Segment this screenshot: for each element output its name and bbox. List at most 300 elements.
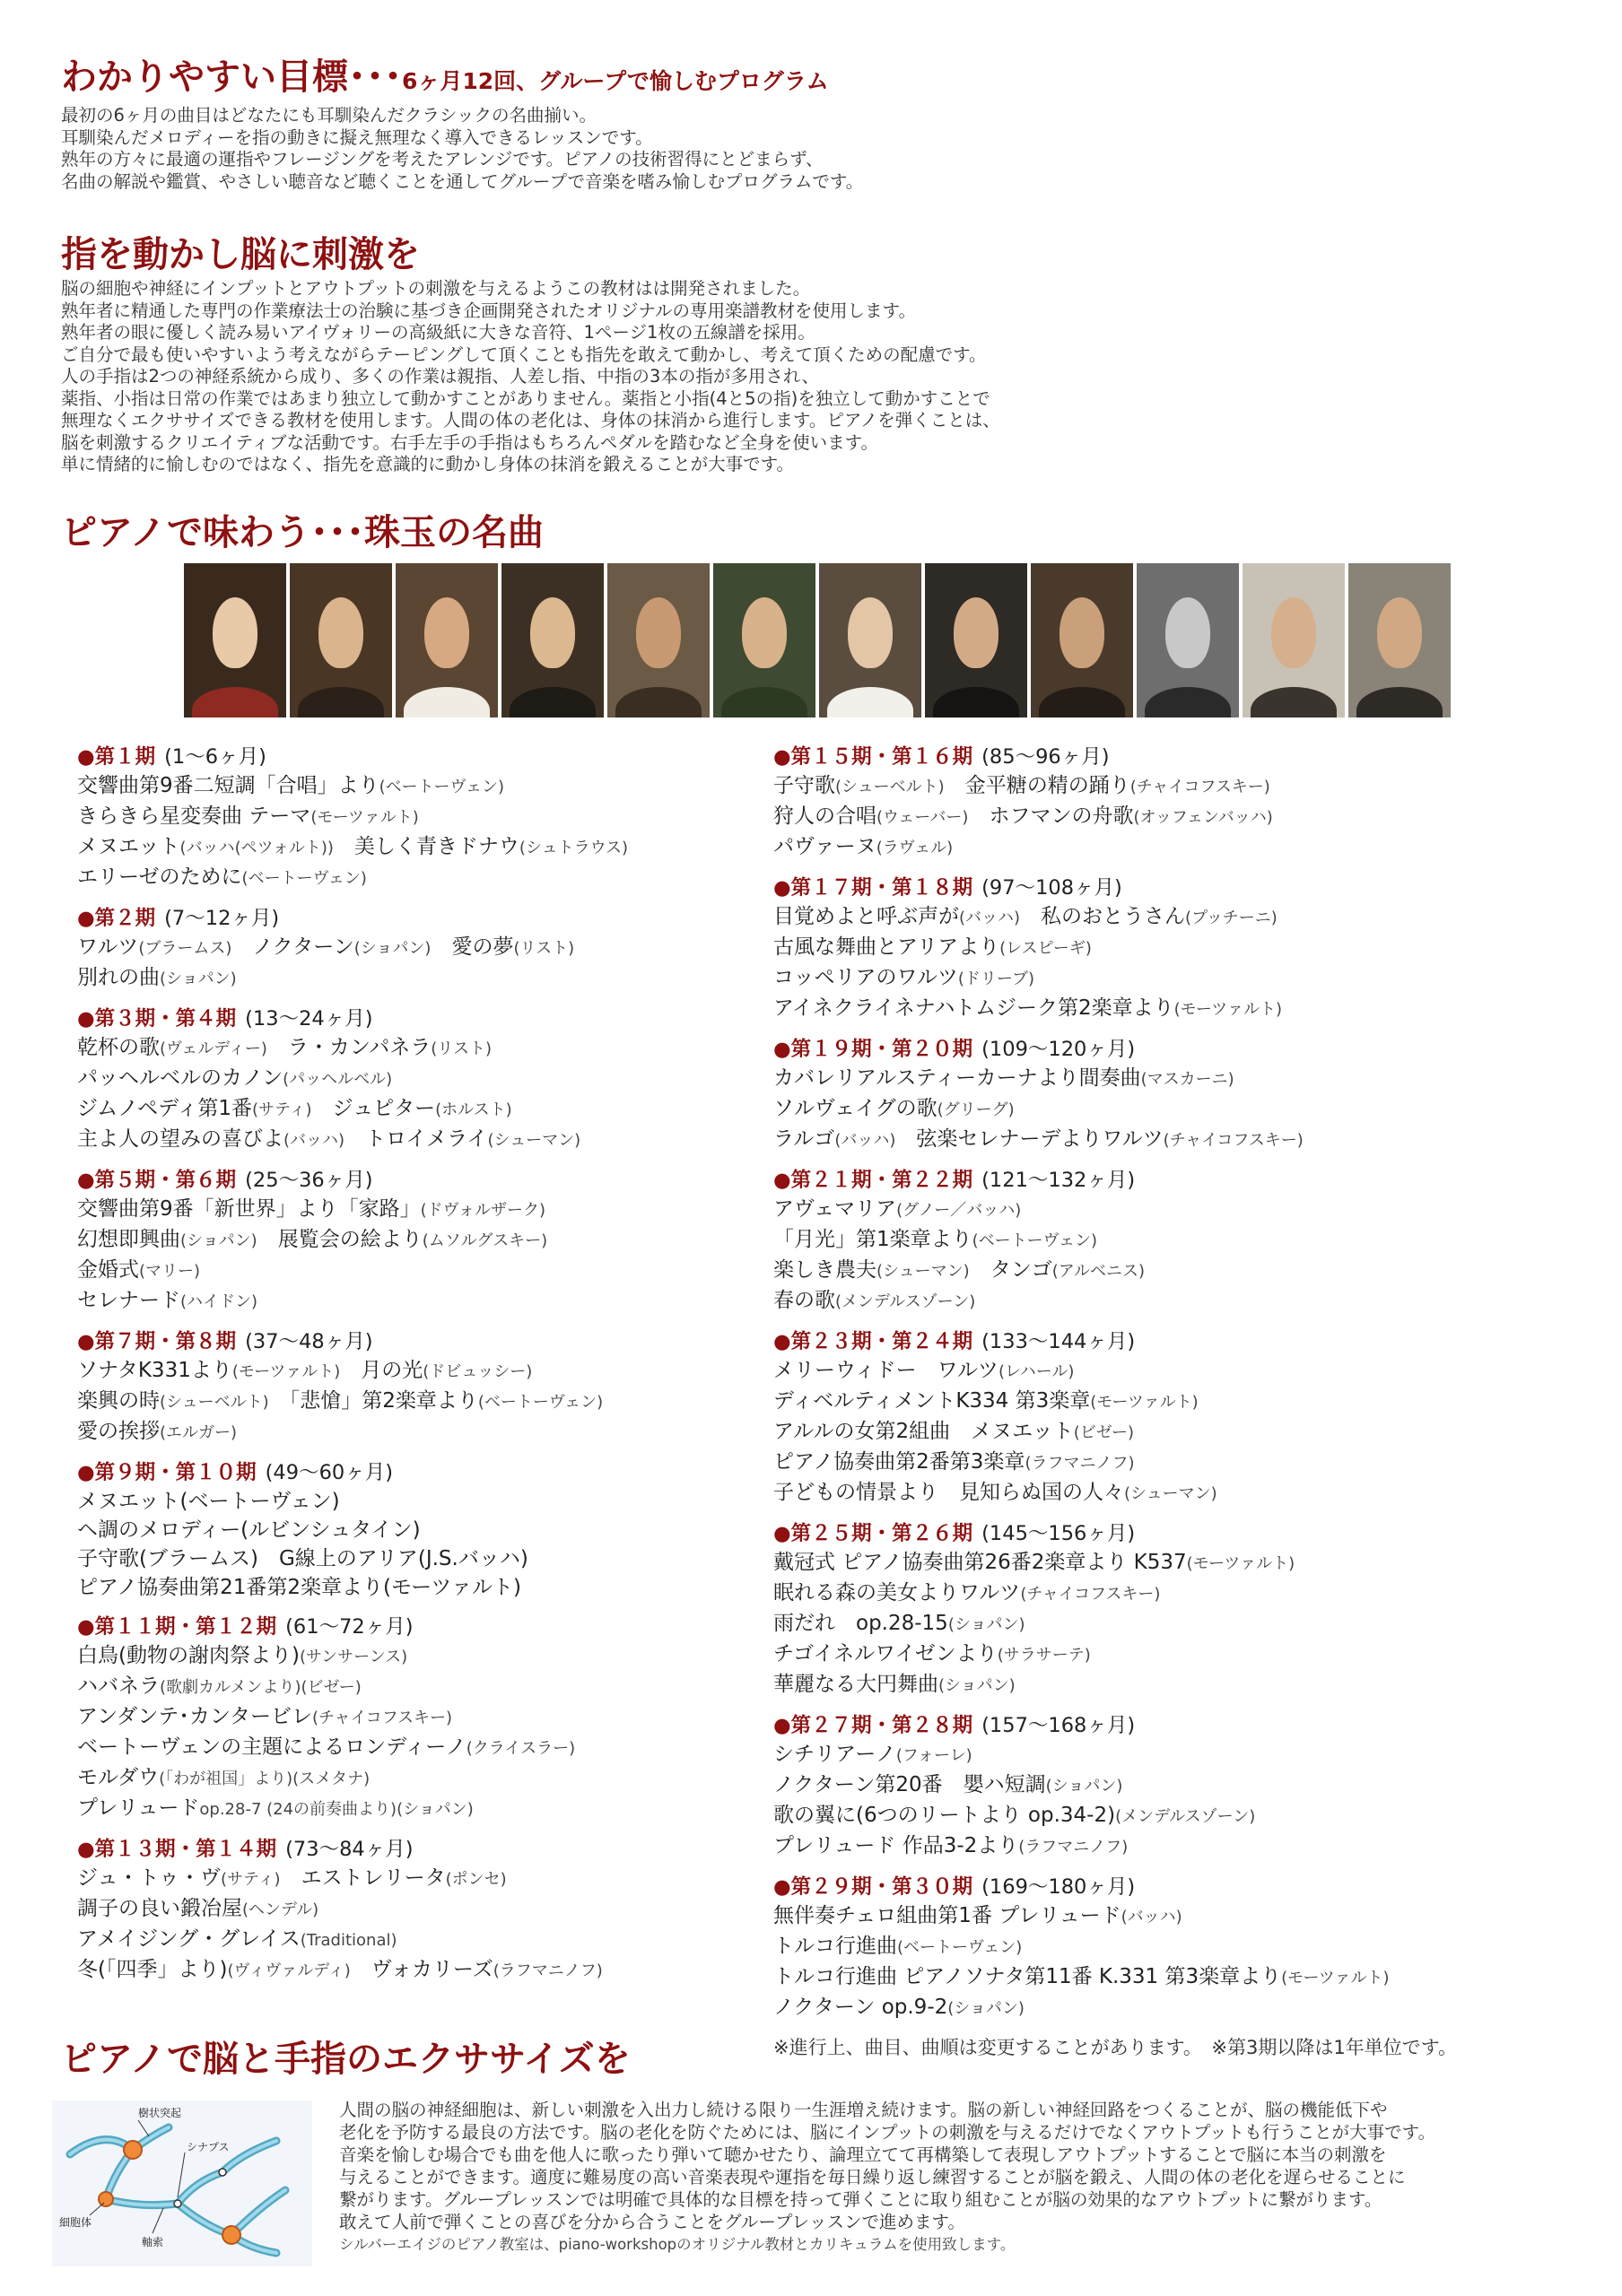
period-group bbox=[773, 1711, 1527, 1862]
period-range: (133～144ヶ月) bbox=[981, 1330, 1136, 1353]
period-bullet: ● bbox=[77, 907, 95, 930]
piece-item bbox=[77, 771, 831, 802]
composer-portrait bbox=[607, 563, 710, 718]
period-heading bbox=[773, 874, 1527, 902]
portrait-shoulders bbox=[1145, 687, 1231, 718]
piece-title: 私のおとうさん bbox=[1041, 905, 1186, 928]
piece-title: きらきら星変奏曲 テーマ bbox=[77, 804, 311, 828]
piece-composer: (チャイコフスキー) bbox=[1020, 1585, 1161, 1604]
piece-composer: (チャイコフスキー) bbox=[1163, 1131, 1304, 1150]
piece-composer: (ベートーヴェン) bbox=[477, 1393, 604, 1412]
piece-item bbox=[77, 1794, 831, 1824]
piece-item bbox=[773, 1125, 1527, 1155]
composer-portrait bbox=[1031, 563, 1133, 718]
piece-composer: (ドヴォルザーク) bbox=[420, 1201, 545, 1220]
piece-title: 子どもの情景より 見知らぬ国の人々 bbox=[773, 1481, 1124, 1504]
period-group bbox=[773, 743, 1527, 863]
period-group bbox=[77, 1835, 831, 1986]
label-dendrite: 樹状突起 bbox=[138, 2107, 182, 2119]
piece-composer: (サンサーンス) bbox=[299, 1648, 408, 1666]
portrait-shoulders bbox=[404, 687, 490, 718]
period-range: (85～96ヶ月) bbox=[981, 745, 1110, 769]
piece-composer: (ヴィヴァルディ) bbox=[227, 1961, 351, 1980]
piece-title: 子守歌(ブラームス) bbox=[77, 1547, 258, 1570]
piece-composer: (ラフマニノフ) bbox=[493, 1961, 603, 1980]
piece-title: 戴冠式 ピアノ協奏曲第26番2楽章より K537 bbox=[773, 1551, 1187, 1574]
piece-composer: (レハール) bbox=[998, 1362, 1075, 1381]
piece-composer: (ショパン) bbox=[947, 1999, 1025, 2018]
piece-item bbox=[77, 1094, 831, 1125]
piece-title: 狩人の合唱 bbox=[773, 804, 876, 828]
piece-item bbox=[77, 1894, 831, 1925]
piece-item bbox=[773, 1670, 1527, 1700]
section-masterpieces bbox=[61, 511, 1586, 554]
piece-title: プレリュード bbox=[77, 1796, 200, 1820]
piece-item bbox=[77, 802, 831, 832]
period-name: 第２５期・第２６期 bbox=[790, 1522, 973, 1545]
period-bullet: ● bbox=[773, 745, 791, 769]
piece-item bbox=[77, 1286, 831, 1317]
composer-portrait bbox=[1348, 563, 1451, 718]
piece-title: アヴェマリア bbox=[773, 1197, 897, 1221]
piece-item bbox=[77, 1702, 831, 1733]
portrait-head bbox=[318, 597, 363, 668]
piece-item bbox=[773, 1801, 1527, 1831]
piece-title: 愛の夢 bbox=[451, 935, 514, 959]
period-heading bbox=[77, 1835, 831, 1864]
piece-title: 「悲愴」第2楽章より bbox=[289, 1389, 478, 1413]
piece-title: 弦楽セレナーデよりワルツ bbox=[916, 1127, 1164, 1151]
piece-composer: (リスト) bbox=[513, 939, 575, 958]
portrait-head bbox=[1271, 597, 1316, 668]
portrait-shoulders bbox=[615, 687, 702, 718]
piece-title: 楽興の時 bbox=[77, 1389, 160, 1413]
piece-composer: (サラサーテ) bbox=[997, 1646, 1091, 1665]
period-heading bbox=[77, 904, 831, 933]
piece-item bbox=[773, 1387, 1527, 1417]
piece-composer: (プッチーニ) bbox=[1185, 909, 1278, 927]
period-heading bbox=[77, 743, 831, 771]
piece-item bbox=[773, 1962, 1527, 1993]
portrait-shoulders bbox=[192, 687, 278, 718]
period-group bbox=[77, 1166, 831, 1317]
piece-title: メヌエット(ベートーヴェン) bbox=[77, 1490, 340, 1513]
period-group bbox=[77, 743, 831, 893]
piece-composer: (ヘンデル) bbox=[242, 1900, 319, 1919]
piece-composer: (ラフマニノフ) bbox=[1018, 1838, 1129, 1857]
piece-title: 別れの曲 bbox=[77, 966, 160, 989]
period-group bbox=[773, 1873, 1527, 2023]
portrait-shoulders bbox=[510, 687, 596, 718]
piece-item bbox=[77, 1387, 831, 1417]
period-range: (145～156ヶ月) bbox=[981, 1522, 1136, 1545]
piece-composer: (ベートーヴェン) bbox=[897, 1938, 1023, 1957]
composer-portrait bbox=[290, 563, 392, 718]
period-group bbox=[773, 1166, 1527, 1317]
piece-title: 白鳥(動物の謝肉祭より) bbox=[77, 1644, 300, 1667]
piece-title: 金平糖の精の踊り bbox=[964, 774, 1130, 797]
piece-composer: (ショパン) bbox=[353, 939, 432, 958]
piece-title: 楽しき農夫 bbox=[773, 1258, 876, 1282]
piece-composer: (シューマン) bbox=[1124, 1484, 1217, 1503]
piece-composer: (シューマン) bbox=[876, 1262, 970, 1281]
piece-title: シチリアーノ bbox=[773, 1743, 896, 1766]
portrait-head bbox=[424, 597, 469, 668]
piece-title: ラルゴ bbox=[773, 1127, 835, 1151]
neuron-diagram bbox=[52, 2100, 312, 2266]
period-range: (37～48ヶ月) bbox=[245, 1330, 373, 1353]
piece-item bbox=[77, 1641, 831, 1672]
piece-composer: (シュトラウス) bbox=[519, 839, 629, 857]
portrait-shoulders bbox=[933, 687, 1019, 718]
piece-title: 調子の良い鍛冶屋 bbox=[77, 1897, 242, 1920]
piece-title: タンゴ bbox=[990, 1258, 1052, 1282]
period-range: (61～72ヶ月) bbox=[285, 1615, 414, 1639]
piece-title: アンダンテ･カンタービレ bbox=[77, 1705, 312, 1728]
piece-composer: (チャイコフスキー) bbox=[311, 1709, 453, 1727]
portrait-head bbox=[1377, 597, 1422, 668]
period-name: 第１５期・第１６期 bbox=[790, 745, 973, 769]
period-name: 第２期 bbox=[94, 907, 156, 930]
piece-item bbox=[773, 994, 1527, 1024]
portrait-head bbox=[954, 597, 998, 668]
period-column-right bbox=[773, 743, 1527, 2061]
piece-composer: (シューベルト) bbox=[160, 1393, 269, 1412]
piece-item bbox=[77, 1033, 831, 1064]
period-bullet: ● bbox=[77, 745, 95, 769]
composer-portrait bbox=[396, 563, 498, 718]
piece-title: エストレリータ bbox=[301, 1866, 446, 1890]
piece-composer: (ラフマニノフ) bbox=[1025, 1454, 1135, 1473]
piece-title: エリーゼのために bbox=[77, 865, 242, 889]
label-axon: 軸索 bbox=[142, 2236, 164, 2248]
period-heading bbox=[77, 1166, 831, 1195]
piece-composer: (グリーグ) bbox=[937, 1100, 1015, 1119]
period-heading bbox=[773, 1327, 1527, 1356]
neuron-nucleus-3 bbox=[222, 2226, 240, 2244]
piece-composer: (シューマン) bbox=[487, 1131, 581, 1150]
piece-title: 華麗なる大円舞曲 bbox=[773, 1673, 938, 1696]
piece-composer: (ショパン) bbox=[947, 1615, 1025, 1634]
period-name: 第２７期・第２８期 bbox=[790, 1714, 973, 1737]
piece-item bbox=[773, 1609, 1527, 1639]
piece-title: ディベルティメントK334 第3楽章 bbox=[773, 1389, 1091, 1413]
period-name: 第１９期・第２０期 bbox=[790, 1038, 973, 1061]
period-range: (7～12ヶ月) bbox=[164, 907, 280, 930]
period-bullet: ● bbox=[773, 1330, 791, 1353]
period-heading bbox=[773, 1711, 1527, 1740]
piece-title: 美しく青きドナウ bbox=[353, 835, 519, 858]
portrait-head bbox=[636, 597, 681, 668]
composer-portrait bbox=[1137, 563, 1239, 718]
portrait-head bbox=[848, 597, 893, 668]
piece-item bbox=[773, 1417, 1527, 1448]
piece-composer: (「わが祖国」より)(スメタナ) bbox=[159, 1770, 371, 1788]
piece-title: 春の歌 bbox=[773, 1289, 835, 1312]
piece-title: ラ・カンパネラ bbox=[287, 1036, 432, 1059]
piece-item bbox=[773, 1993, 1527, 2023]
neuron-diagram-bg bbox=[52, 2100, 312, 2266]
piece-item bbox=[773, 902, 1527, 933]
portrait-shoulders bbox=[298, 687, 384, 718]
section-goal bbox=[61, 56, 1586, 193]
period-bullet: ● bbox=[77, 1838, 95, 1861]
piece-title: カバレリアルスティーカーナより間奏曲 bbox=[773, 1066, 1141, 1090]
label-cell-body: 細胞体 bbox=[59, 2216, 92, 2229]
piece-composer: (ブラームス) bbox=[138, 939, 232, 958]
piece-item bbox=[77, 1733, 831, 1763]
composer-portrait bbox=[925, 563, 1027, 718]
period-heading bbox=[77, 1327, 831, 1356]
period-heading bbox=[773, 1519, 1527, 1548]
piece-title: セレナード bbox=[77, 1289, 180, 1312]
period-range: (121～132ヶ月) bbox=[981, 1169, 1136, 1192]
period-heading bbox=[773, 1873, 1527, 1901]
exercise-paragraph: 人間の脳の神経細胞は、新しい刺激を入出力し続ける限り一生涯増え続けます。脳の新しい神経回路をつくることが、脳の機能低下や 老化を予防する最良の方法です。脳の老化を防ぐためには、脳にインプットの刺激を与えるだけでなくアウトプットも行うことが大事です。 音楽を愉しむ場合でも曲を他人に歌ったり弾いて聴かせたり、論理立てて再構築して表現しアウトプットすることで脳に本当の刺激を 与えることができます。適度に難易度の高い音楽表現や運指を毎日繰り返し練習することが脳を鍛え、人間の体の老化を遅らせることに 繋がります。グループレッスンでは明確で具体的な目標を持って弾くことに取り組むことが脳の効果的なアウトプットに繋がります。 敢えて人前で弾くことの喜びを分から合うことをグループレッスンで進めます。 bbox=[339, 2100, 1436, 2232]
piece-composer: (ウェーバー) bbox=[876, 808, 969, 827]
period-name: 第３期・第４期 bbox=[94, 1007, 237, 1031]
piece-item bbox=[773, 1478, 1527, 1509]
piece-composer: (サティ) bbox=[220, 1870, 281, 1889]
piece-title: ホフマンの舟歌 bbox=[989, 804, 1134, 828]
period-name: 第７期・第８期 bbox=[94, 1330, 237, 1353]
piece-item bbox=[77, 863, 831, 893]
piece-composer: (ショパン) bbox=[160, 970, 237, 988]
piece-title: パヴァーヌ bbox=[773, 835, 876, 858]
period-group bbox=[773, 874, 1527, 1024]
piece-item bbox=[773, 1901, 1527, 1932]
portrait-head bbox=[213, 597, 257, 668]
piece-title: 眠れる森の美女よりワルツ bbox=[773, 1581, 1021, 1605]
period-heading bbox=[773, 743, 1527, 771]
piece-title: モルダウ bbox=[77, 1766, 160, 1789]
piece-title: ピアノ協奏曲第2番第3楽章 bbox=[773, 1450, 1025, 1474]
piece-item bbox=[77, 1516, 831, 1544]
period-group bbox=[77, 1458, 831, 1602]
period-bullet: ● bbox=[77, 1330, 95, 1353]
piece-title: 展覧会の絵より bbox=[277, 1228, 423, 1251]
piece-title: ジムノペディ第1番 bbox=[77, 1097, 252, 1120]
piece-title: 月の光 bbox=[361, 1359, 423, 1382]
piece-title: ノクターン第20番 嬰ハ短調 bbox=[773, 1773, 1046, 1796]
piece-item bbox=[77, 1925, 831, 1955]
piece-title: アイネクライネナハトムジーク第2楽章より bbox=[773, 996, 1174, 1020]
period-bullet: ● bbox=[773, 1038, 791, 1061]
piece-item bbox=[77, 1955, 831, 1986]
piece-composer: (モーツァルト) bbox=[1173, 1000, 1283, 1019]
piece-item bbox=[773, 1064, 1527, 1094]
period-name: 第１期 bbox=[94, 745, 156, 769]
piece-title: プレリュード 作品3-2より bbox=[773, 1834, 1019, 1857]
piece-item bbox=[773, 1225, 1527, 1256]
piece-composer: (チャイコフスキー) bbox=[1129, 778, 1270, 796]
piece-item bbox=[77, 1573, 831, 1602]
piece-title: 無伴奏チェロ組曲第1番 プレリュード bbox=[773, 1904, 1121, 1927]
portrait-shoulders bbox=[827, 687, 913, 718]
piece-title: ハバネラ bbox=[77, 1674, 160, 1698]
piece-item bbox=[77, 1544, 831, 1573]
piece-item bbox=[77, 1125, 831, 1155]
period-group bbox=[77, 1613, 831, 1824]
piece-item bbox=[77, 1356, 831, 1387]
piece-composer: (メンデルスゾーン) bbox=[835, 1292, 976, 1311]
piece-title: 雨だれ op.28-15 bbox=[773, 1612, 948, 1635]
period-bullet: ● bbox=[77, 1007, 95, 1031]
period-heading bbox=[77, 1613, 831, 1641]
period-range: (169～180ヶ月) bbox=[981, 1875, 1136, 1899]
piece-title: ワルツ bbox=[77, 935, 139, 959]
period-bullet: ● bbox=[773, 1714, 791, 1737]
piece-item bbox=[773, 1831, 1527, 1862]
piece-item bbox=[77, 963, 831, 994]
period-bullet: ● bbox=[77, 1461, 95, 1484]
piece-item bbox=[773, 1639, 1527, 1670]
piece-composer: (バッハ) bbox=[959, 909, 1021, 927]
piece-title: メヌエット bbox=[77, 835, 180, 858]
piece-title: ジュピター bbox=[332, 1097, 436, 1120]
period-group bbox=[77, 904, 831, 994]
piece-composer: (ショパン) bbox=[1045, 1777, 1123, 1796]
composer-portrait bbox=[713, 563, 815, 718]
piece-composer: (モーツァルト) bbox=[1090, 1393, 1199, 1412]
period-heading bbox=[77, 1004, 831, 1033]
piece-title: G線上のアリア(J.S.バッハ) bbox=[278, 1547, 528, 1570]
piece-composer: (マリー) bbox=[139, 1262, 201, 1281]
period-range: (49～60ヶ月) bbox=[265, 1461, 393, 1484]
period-name: 第５期・第６期 bbox=[94, 1169, 237, 1192]
piece-composer: (バッハ) bbox=[1121, 1908, 1182, 1926]
piece-title: チゴイネルワイゼンより bbox=[773, 1642, 998, 1665]
piece-item bbox=[773, 1256, 1527, 1286]
period-group bbox=[77, 1327, 831, 1448]
piece-item bbox=[77, 1864, 831, 1894]
period-heading bbox=[77, 1458, 831, 1487]
period-heading bbox=[773, 1166, 1527, 1195]
piece-item bbox=[77, 1763, 831, 1794]
piece-title: 愛の挨拶 bbox=[77, 1420, 160, 1443]
piece-composer: (リスト) bbox=[431, 1039, 492, 1058]
piece-item bbox=[773, 1932, 1527, 1962]
piece-title: 交響曲第9番二短調「合唱」より bbox=[77, 774, 379, 797]
piece-composer: (グノー／バッハ) bbox=[896, 1201, 1022, 1220]
period-bullet: ● bbox=[77, 1169, 95, 1192]
piece-composer: (モーツァルト) bbox=[1281, 1969, 1390, 1987]
piece-item bbox=[773, 963, 1527, 994]
section-exercise-text bbox=[339, 2099, 1595, 2256]
exercise-small-note: シルバーエイジのピアノ教室は、piano-workshopのオリジナル教材とカリキュラムを使用致します。 bbox=[339, 2236, 1016, 2253]
piece-composer: (クライスラー) bbox=[466, 1739, 576, 1758]
piece-item bbox=[773, 1195, 1527, 1225]
period-range: (13～24ヶ月) bbox=[245, 1007, 373, 1031]
piece-title: 冬(「四季」より) bbox=[77, 1958, 228, 1981]
period-group bbox=[773, 1327, 1527, 1509]
piece-title: アルルの女第2組曲 メヌエット bbox=[773, 1420, 1074, 1443]
portrait-shoulders bbox=[1356, 687, 1443, 718]
piece-composer: (ハイドン) bbox=[180, 1292, 258, 1311]
piece-composer: (ドリーブ) bbox=[957, 970, 1035, 988]
piece-composer: (フォーレ) bbox=[895, 1746, 972, 1765]
piece-title: 主よ人の望みの喜びよ bbox=[77, 1127, 283, 1151]
period-range: (25～36ヶ月) bbox=[245, 1169, 373, 1192]
period-bullet: ● bbox=[773, 876, 791, 900]
piece-item bbox=[77, 832, 831, 863]
piece-composer: (ショパン) bbox=[180, 1231, 257, 1250]
piece-composer: (Traditional) bbox=[300, 1931, 397, 1950]
piece-item bbox=[77, 1256, 831, 1286]
piece-title: ベートーヴェンの主題によるロンディーノ bbox=[77, 1735, 467, 1759]
composer-portrait bbox=[501, 563, 604, 718]
piece-composer: (歌劇カルメンより)(ビゼー) bbox=[160, 1678, 362, 1697]
piece-composer: (ベートーヴェン) bbox=[241, 869, 367, 888]
period-heading bbox=[773, 1035, 1527, 1064]
period-name: 第２３期・第２４期 bbox=[790, 1330, 973, 1353]
piece-composer: (エルガー) bbox=[160, 1423, 238, 1442]
piece-title: 古風な舞曲とアリアより bbox=[773, 935, 1000, 959]
piece-title: 交響曲第9番「新世界」より「家路」 bbox=[77, 1197, 421, 1221]
piece-composer: (ベートーヴェン) bbox=[972, 1231, 1097, 1250]
period-bullet: ● bbox=[773, 1522, 791, 1545]
piece-composer: (オッフェンバッハ) bbox=[1133, 808, 1273, 827]
piece-item bbox=[77, 933, 831, 963]
goal-title-sub: 6ヶ月12回、グループで愉しむプログラム bbox=[402, 68, 829, 94]
section-exercise bbox=[61, 2038, 1586, 2081]
period-bullet: ● bbox=[773, 1169, 791, 1192]
piece-title: パッヘルベルのカノン bbox=[77, 1066, 283, 1090]
piece-composer: (モーツァルト) bbox=[1186, 1554, 1295, 1573]
portrait-head bbox=[530, 597, 575, 668]
piece-item bbox=[773, 1448, 1527, 1478]
piece-item bbox=[77, 1487, 831, 1516]
piece-title: トルコ行進曲 bbox=[773, 1935, 897, 1958]
section-masterpieces-title: ピアノで味わう･･･珠玉の名曲 bbox=[61, 512, 544, 553]
piece-item bbox=[773, 1356, 1527, 1387]
piece-item bbox=[773, 933, 1527, 963]
piece-title: ノクターン bbox=[252, 935, 354, 959]
piece-composer: (バッハ) bbox=[283, 1131, 345, 1150]
piece-composer: (ホルスト) bbox=[435, 1100, 512, 1119]
piece-composer: op.28-7 (24の前奏曲より)(ショパン) bbox=[199, 1800, 474, 1819]
schedule-footnote: ※進行上、曲目、曲順は変更することがあります。 ※第3期以降は1年単位です。 bbox=[773, 2037, 1458, 2058]
piece-item bbox=[77, 1417, 831, 1448]
neuron-nucleus-1 bbox=[124, 2141, 142, 2159]
piece-composer: (レスピーギ) bbox=[999, 939, 1092, 958]
period-bullet: ● bbox=[773, 1875, 791, 1899]
piece-item bbox=[773, 1286, 1527, 1317]
section-brain bbox=[61, 233, 1586, 476]
goal-title-main: わかりやすい目標･･･ bbox=[61, 57, 402, 98]
piece-title: ノクターン op.9-2 bbox=[773, 1996, 948, 2019]
section-exercise-title: ピアノで脳と手指のエクササイズを bbox=[61, 2039, 631, 2080]
piece-composer: (サティ) bbox=[251, 1100, 312, 1119]
synapse-dot-1 bbox=[219, 2169, 226, 2176]
piece-title: 子守歌 bbox=[773, 774, 835, 797]
neuron-nucleus-2 bbox=[99, 2192, 113, 2206]
piece-composer: (アルベニス) bbox=[1051, 1262, 1146, 1281]
composer-portrait bbox=[184, 563, 286, 718]
piece-title: 金婚式 bbox=[77, 1258, 139, 1282]
piece-title: ソナタK331より bbox=[77, 1359, 232, 1382]
piece-title: ピアノ協奏曲第21番第2楽章より(モーツァルト) bbox=[77, 1576, 521, 1599]
piece-item bbox=[77, 1672, 831, 1702]
piece-item bbox=[77, 1195, 831, 1225]
piece-composer: (ラヴェル) bbox=[876, 839, 954, 857]
piece-title: コッペリアのワルツ bbox=[773, 966, 958, 989]
piece-composer: (メンデルスゾーン) bbox=[1115, 1807, 1256, 1826]
period-range: (73～84ヶ月) bbox=[285, 1838, 414, 1861]
piece-title: ヴォカリーズ bbox=[371, 1958, 493, 1981]
piece-composer: (マスカーニ) bbox=[1140, 1070, 1234, 1089]
period-range: (1～6ヶ月) bbox=[164, 745, 266, 769]
